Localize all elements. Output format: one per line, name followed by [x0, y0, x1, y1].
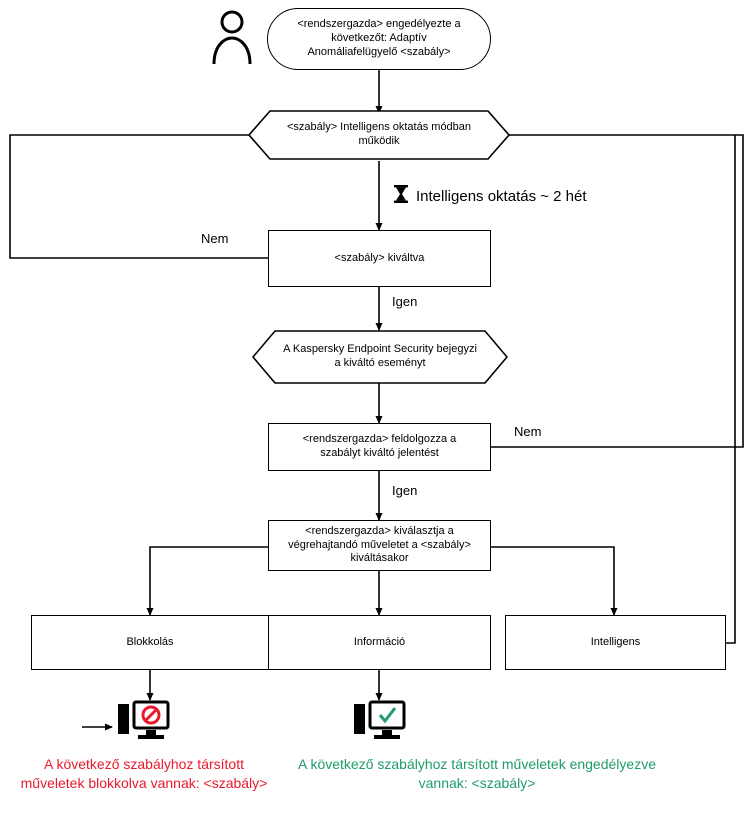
hourglass-icon [393, 184, 409, 208]
monitor-allowed-icon [352, 700, 408, 744]
node-action-smart-label: Intelligens [590, 635, 641, 648]
node-action-info [268, 615, 491, 670]
edge-label-no-2: Nem [514, 424, 542, 439]
node-action-smart [505, 615, 726, 670]
edge-label-no-1: Nem [201, 231, 229, 246]
training-duration-label [393, 184, 587, 208]
caption-blocked: A következő szabályhoz társított műveletek blokkolva vannak: <szabály> [20, 756, 268, 791]
node-process-report-label: <rendszergazda> feldolgozza a szabályt kiváltó jelentést [302, 433, 457, 459]
person-icon [208, 8, 256, 68]
node-smart-mode [248, 110, 510, 160]
edge-label-yes-2: Igen [392, 483, 418, 498]
node-rule-triggered-label: <szabály> kiváltva [334, 251, 425, 264]
caption-allowed: A következő szabályhoz társított műveletek engedélyezve vannak: <szabály> [298, 756, 656, 791]
node-action-info-label: Információ [353, 635, 406, 648]
node-rule-triggered [268, 230, 491, 287]
training-duration-text: Intelligens oktatás ~ 2 hét [416, 187, 587, 205]
node-start-label: <rendszergazda> engedélyezte a következőt: Adaptív Anomáliafelügyelő <szabály> [297, 18, 461, 58]
node-action-block [31, 615, 269, 670]
monitor-blocked-icon [116, 700, 172, 744]
node-process-report [268, 423, 491, 471]
node-select-action-label: <rendszergazda> kiválasztja a végrehajtandó műveletet a <szabály> kiváltásakor [288, 524, 471, 565]
node-smart-mode-label: <szabály> Intelligens oktatás módban működik [286, 121, 472, 147]
node-log-event [252, 330, 508, 384]
node-select-action [268, 520, 491, 571]
node-action-block-label: Blokkolás [126, 635, 174, 648]
node-log-event-label: A Kaspersky Endpoint Security bejegyzi a kiváltó eseményt [283, 343, 477, 369]
edge-label-yes-1: Igen [392, 294, 418, 309]
node-start [267, 8, 491, 70]
